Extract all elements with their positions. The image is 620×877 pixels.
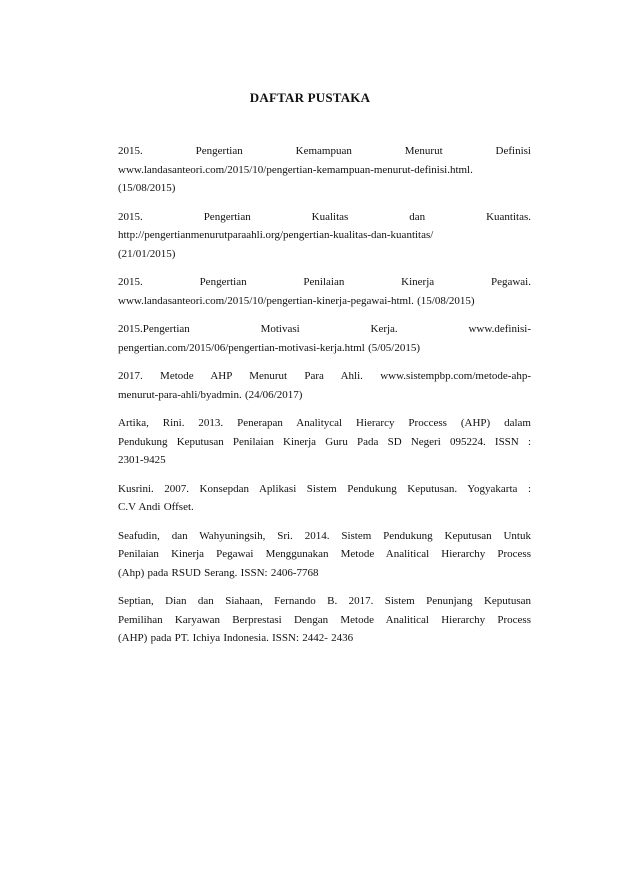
reference-line: (Ahp) pada RSUD Serang. ISSN: 2406-7768: [118, 566, 319, 579]
reference-entry: [118, 414, 531, 470]
reference-line: Penilaian Kinerja Pegawai Menggunakan Metode Analitical Hierarchy Process: [118, 548, 531, 560]
reference-entry: [118, 367, 531, 404]
reference-line: Septian, Dian dan Siahaan, Fernando B. 2017. Sistem Penunjang Keputusan: [118, 595, 531, 607]
reference-entry: [118, 142, 531, 198]
reference-entry: [118, 273, 531, 310]
reference-line: 2015.Pengertian Motivasi Kerja. www.definisi-: [118, 323, 531, 335]
reference-list: [118, 142, 531, 658]
reference-line: 2017. Metode AHP Menurut Para Ahli. www.sistempbp.com/metode-ahp-: [118, 370, 531, 382]
reference-line: Artika, Rini. 2013. Penerapan Analitycal Hierarcy Proccess (AHP) dalam: [118, 417, 531, 429]
reference-line: 2015. Pengertian Kemampuan Menurut Definisi: [118, 145, 531, 157]
reference-line: (21/01/2015): [118, 247, 176, 260]
reference-entry: [118, 208, 531, 264]
page-title: DAFTAR PUSTAKA: [249, 90, 371, 105]
reference-line: (AHP) pada PT. Ichiya Indonesia. ISSN: 2442- 2436: [118, 632, 354, 644]
reference-entry: [118, 592, 531, 648]
reference-line: pengertian.com/2015/06/pengertian-motivasi-kerja.html (5/05/2015): [118, 341, 421, 354]
reference-line: www.landasanteori.com/2015/10/pengertian-kinerja-pegawai-html. (15/08/2015): [118, 294, 475, 307]
reference-entry: [118, 527, 531, 583]
reference-line: http://pengertianmenurutparaahli.org/pengertian-kualitas-dan-kuantitas/: [118, 229, 434, 241]
reference-entry: [118, 320, 531, 357]
reference-line: (15/08/2015): [118, 182, 176, 194]
reference-line: 2301-9425: [118, 454, 166, 466]
reference-line: 2015. Pengertian Kualitas dan Kuantitas.: [118, 210, 531, 223]
reference-line: menurut-para-ahli/byadmin. (24/06/2017): [118, 388, 303, 401]
reference-line: Kusrini. 2007. Konsepdan Aplikasi Sistem Pendukung Keputusan. Yogyakarta :: [118, 482, 531, 495]
reference-line: 2015. Pengertian Penilaian Kinerja Pegawai.: [118, 276, 531, 288]
reference-line: Seafudin, dan Wahyuningsih, Sri. 2014. Sistem Pendukung Keputusan Untuk: [118, 529, 531, 542]
reference-line: C.V Andi Offset.: [118, 501, 194, 513]
reference-line: Pemilihan Karyawan Berprestasi Dengan Metode Analitical Hierarchy Process: [118, 613, 531, 626]
reference-line: Pendukung Keputusan Penilaian Kinerja Guru Pada SD Negeri 095224. ISSN :: [118, 435, 531, 448]
reference-line: www.landasanteori.com/2015/10/pengertian-kemampuan-menurut-definisi.html.: [118, 163, 473, 176]
reference-entry: [118, 480, 531, 517]
